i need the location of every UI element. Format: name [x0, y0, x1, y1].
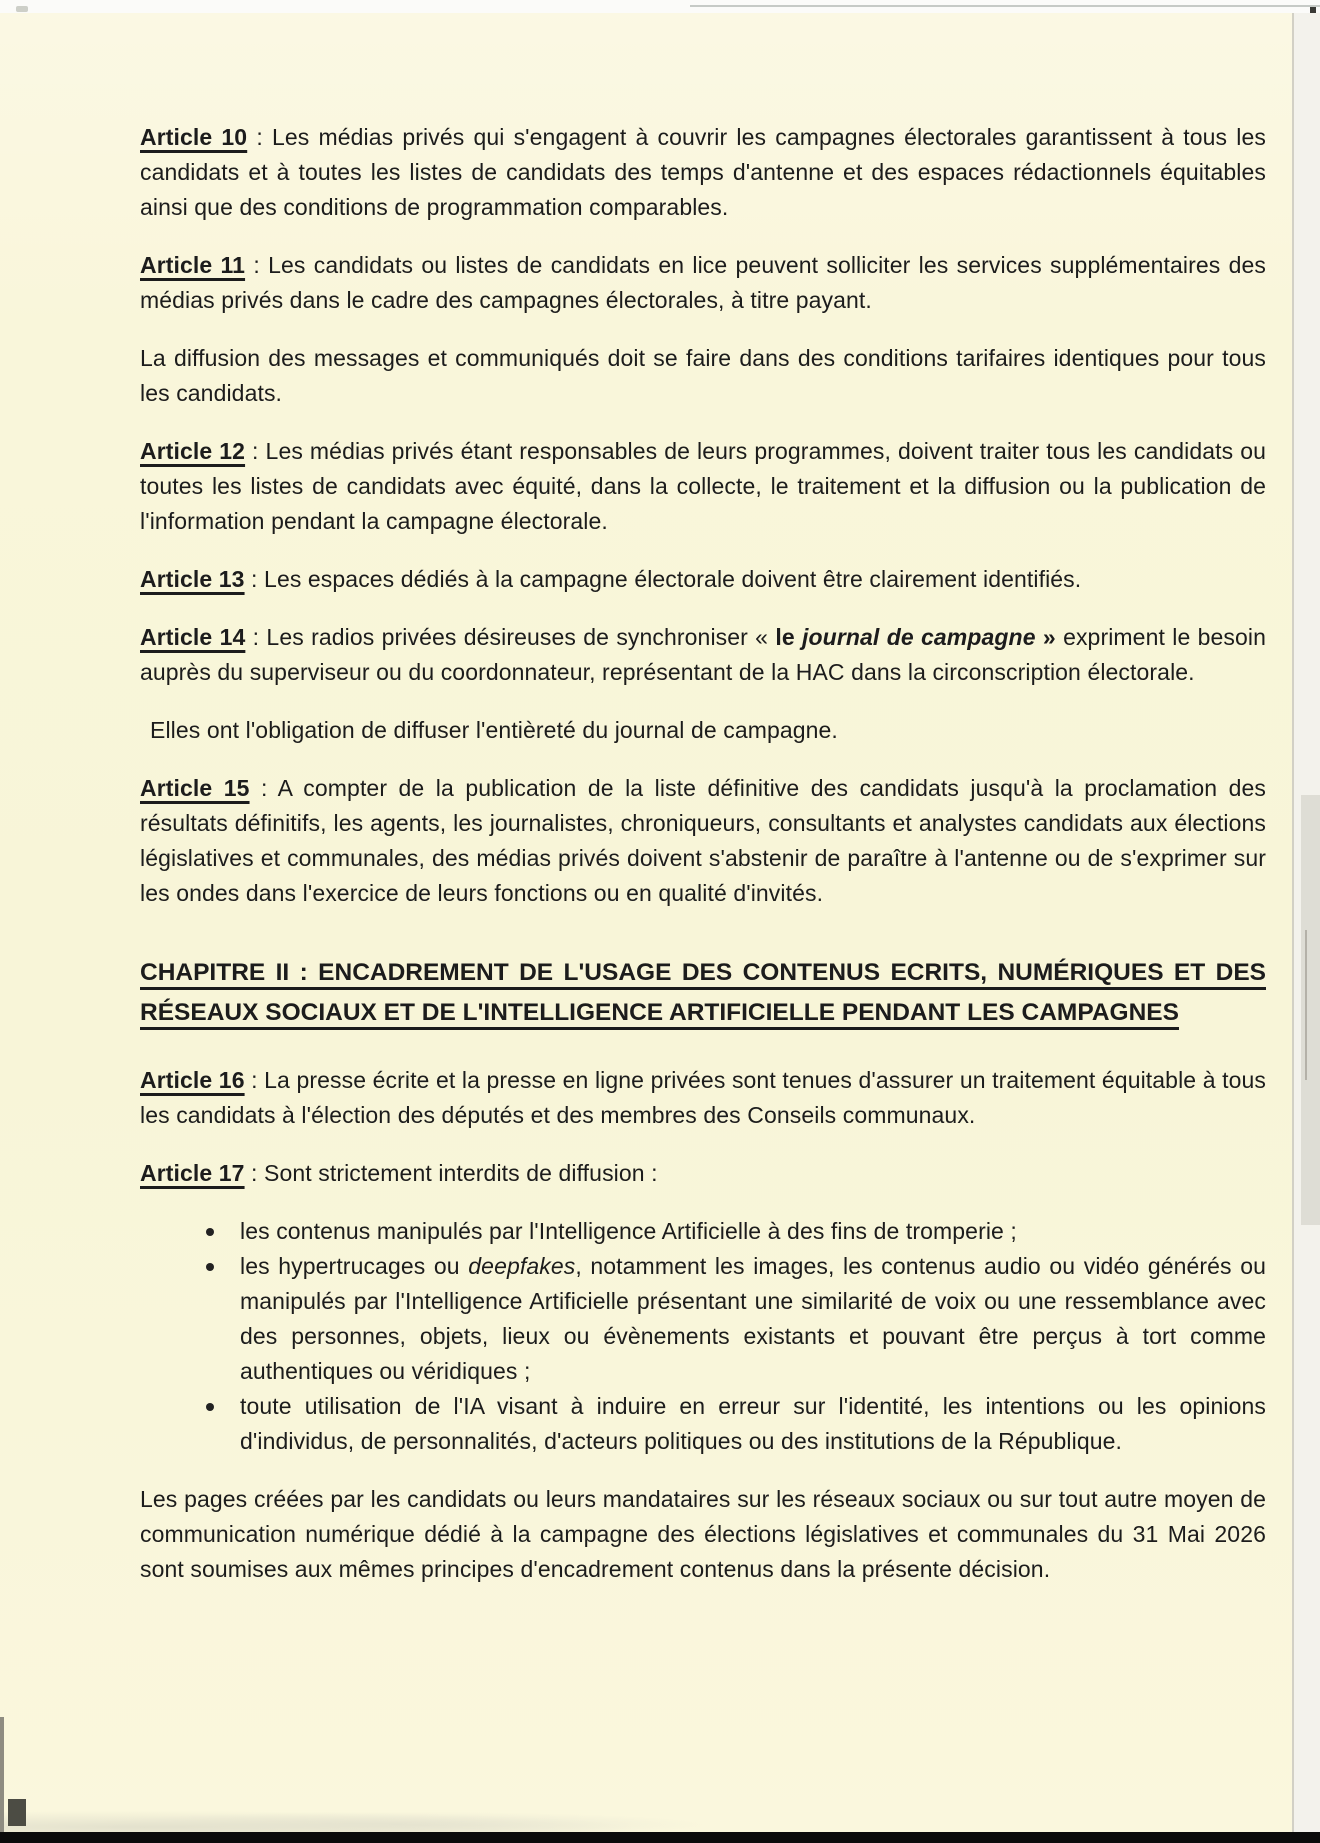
article-16-text: La presse écrite et la presse en ligne privées sont tenues d'assurer un traitement équitable à tous les candidats à l'élection des députés et des membres des Conseils communaux. [140, 1067, 1266, 1128]
chapter-2-heading-line2: RÉSEAUX SOCIAUX ET DE L'INTELLIGENCE ARTIFICIELLE PENDANT LES CAMPAGNES [140, 999, 1179, 1026]
chapter-2-heading-line1: CHAPITRE II : ENCADREMENT DE L'USAGE DES CONTENUS ECRITS, NUMÉRIQUES ET DES [140, 959, 1266, 986]
list-item [240, 1214, 1266, 1249]
article-11-text: Les candidats ou listes de candidats en lice peuvent solliciter les services supplémentaires des médias privés dans le cadre des campagnes électorales, à titre payant. [140, 252, 1266, 313]
scan-artifact-right-shadow [1301, 795, 1320, 1225]
scan-artifact-top-left-mark [16, 6, 28, 12]
label-separator: : [244, 1067, 265, 1093]
journal-de-campagne-phrase: journal de campagne [802, 624, 1036, 650]
label-separator: : [245, 252, 269, 278]
bullet-2-tail: , notamment les images, les contenus audio ou vidéo générés ou manipulés par l'Intelligence Artificielle présentant une similarité de voix ou une ressemblance avec des personnes, objets, lieux ou évènements existants et pouvant être perçus à tort comme authentiques ou véridiques ; [240, 1253, 1266, 1384]
scan-artifact-top-line [690, 5, 1320, 7]
article-12-text: Les médias privés étant responsables de leurs programmes, doivent traiter tous les candidats ou toutes les listes de candidats avec équité, dans la collecte, le traitement et la diffusion ou la publication de l'information pendant la campagne électorale. [140, 438, 1266, 534]
scan-artifact-bottom-smudge [0, 1808, 720, 1832]
elles-paragraph [140, 713, 1266, 748]
bullet-2-lead: les hypertrucages ou [240, 1253, 469, 1279]
bullet-3-text: toute utilisation de l'IA visant à induire en erreur sur l'identité, les intentions ou les opinions d'individus, de personnalités, d'acteurs politiques ou des institutions de la République. [240, 1393, 1266, 1454]
label-separator: : [245, 624, 267, 650]
article-14-label: Article 14 [140, 624, 246, 650]
label-separator: : [245, 438, 266, 464]
scan-artifact-right-line [1305, 930, 1307, 1080]
article-16-paragraph [140, 1063, 1266, 1133]
article-15-label: Article 15 [140, 775, 250, 801]
article-14-tail: expriment le besoin auprès du superviseur ou du coordonnateur, représentant de la HAC dans la circonscription électorale. [140, 624, 1266, 685]
article-15-paragraph [140, 771, 1266, 911]
label-separator: : [244, 1160, 265, 1186]
article-14-closing-guillemet: » [1035, 624, 1056, 650]
article-13-label: Article 13 [140, 566, 245, 592]
article-16-label: Article 16 [140, 1067, 245, 1093]
article-15-text: A compter de la publication de la liste définitive des candidats jusqu'à la proclamation des résultats définitifs, les agents, les journalistes, chroniqueurs, consultants et analystes candidats aux élections législatives et communales, des médias privés doivent s'abstenir de paraître à l'antenne ou de s'exprimer sur les ondes dans l'exercice de leurs fonctions ou en qualité d'invités. [140, 775, 1266, 906]
label-separator: : [244, 566, 265, 592]
article-17-label: Article 17 [140, 1160, 245, 1186]
diffusion-paragraph [140, 341, 1266, 411]
label-separator: : [249, 775, 278, 801]
prohibited-content-list [140, 1214, 1266, 1459]
article-12-paragraph [140, 434, 1266, 539]
label-separator: : [247, 124, 272, 150]
elles-text: Elles ont l'obligation de diffuser l'entièreté du journal de campagne. [150, 717, 838, 743]
pages-text: Les pages créées par les candidats ou leurs mandataires sur les réseaux sociaux ou sur tout autre moyen de communication numérique dédié à la campagne des élections législatives et communales du 31 Mai 2026 sont soumises aux mêmes principes d'encadrement contenus dans la présente décision. [140, 1486, 1266, 1582]
scan-artifact-left-sliver [0, 1717, 4, 1832]
article-10-label: Article 10 [140, 124, 248, 150]
bullet-icon [206, 1228, 214, 1236]
pages-paragraph [140, 1482, 1266, 1587]
chapter-2-heading [140, 953, 1266, 1033]
document-content [140, 120, 1266, 1610]
diffusion-text: La diffusion des messages et communiqués doit se faire dans des conditions tarifaires identiques pour tous les candidats. [140, 345, 1266, 406]
list-item [240, 1249, 1266, 1389]
article-14-lead: Les radios privées désireuses de synchroniser « [266, 624, 776, 650]
article-13-text: Les espaces dédiés à la campagne électorale doivent être clairement identifiés. [264, 566, 1082, 592]
bullet-icon [206, 1263, 214, 1271]
list-item [240, 1389, 1266, 1459]
article-13-paragraph [140, 562, 1266, 597]
article-17-paragraph [140, 1156, 1266, 1191]
article-10-text: Les médias privés qui s'engagent à couvrir les campagnes électorales garantissent à tous les candidats et à toutes les listes de candidats des temps d'antenne et des espaces rédactionnels équitables ainsi que des conditions de programmation comparables. [140, 124, 1266, 220]
article-11-paragraph [140, 248, 1266, 318]
scan-artifact-bottom-band [0, 1832, 1320, 1843]
article-11-label: Article 11 [140, 252, 246, 278]
bullet-1-text: les contenus manipulés par l'Intelligence Artificielle à des fins de tromperie ; [240, 1218, 1017, 1244]
article-14-paragraph [140, 620, 1266, 690]
article-17-text: Sont strictement interdits de diffusion : [264, 1160, 658, 1186]
article-14-bold-le: le [775, 624, 803, 650]
scan-artifact-bottom-left-mark [8, 1799, 26, 1826]
deepfakes-term: deepfakes [468, 1253, 576, 1279]
bullet-icon [206, 1403, 214, 1411]
article-12-label: Article 12 [140, 438, 246, 464]
article-10-paragraph [140, 120, 1266, 225]
